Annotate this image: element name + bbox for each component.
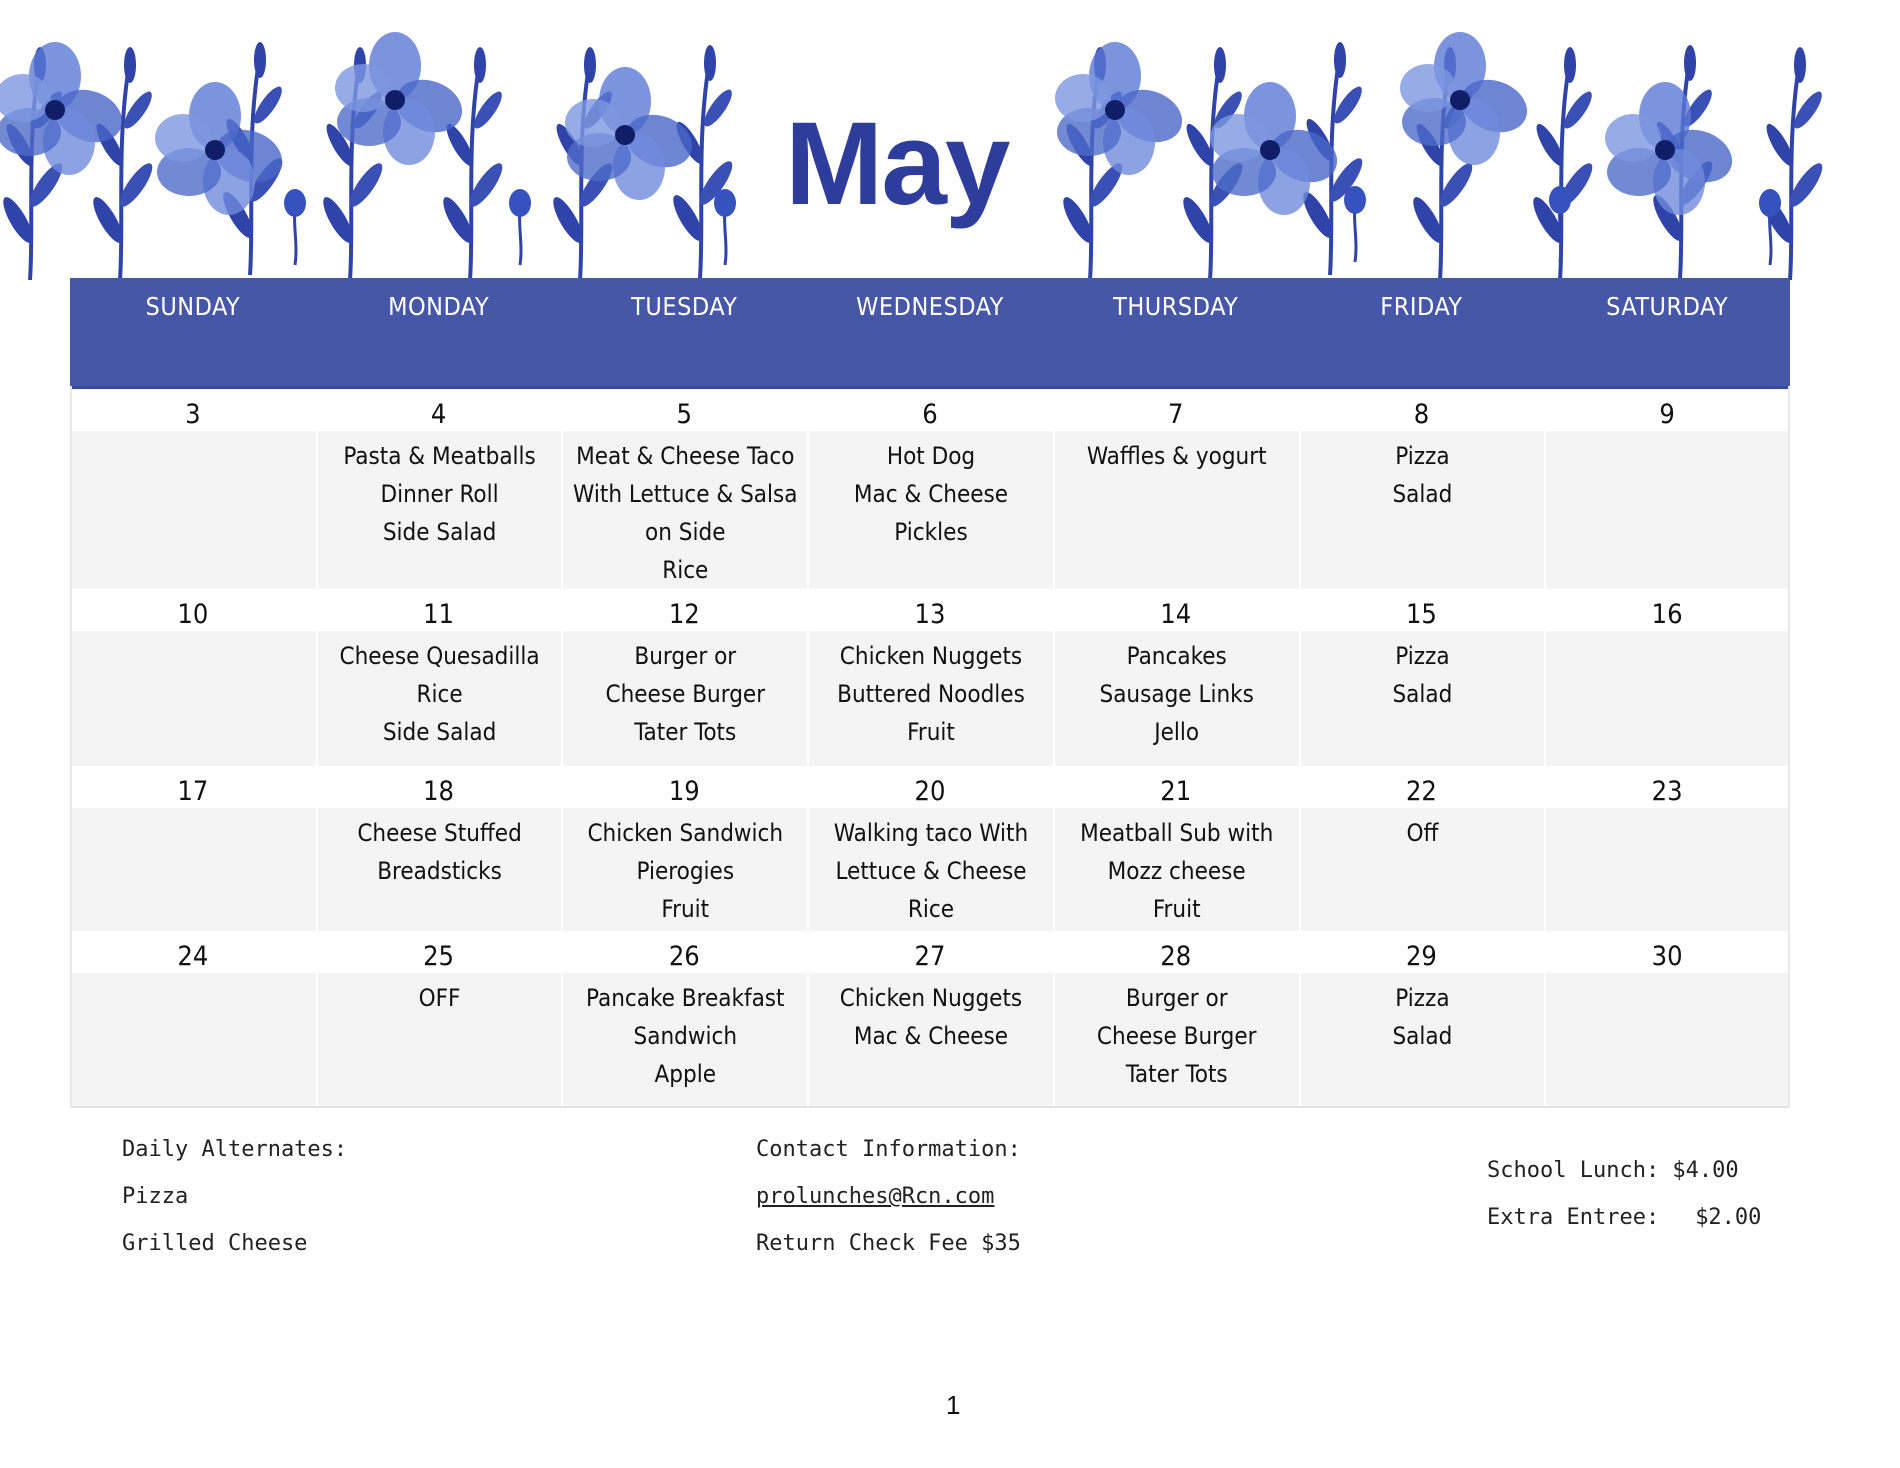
menu-list [316, 631, 562, 766]
contact-information [756, 1137, 1021, 1278]
day-cell [807, 589, 1053, 766]
date-number: 16 [1544, 589, 1790, 631]
menu-item: Off [1406, 819, 1439, 847]
day-cell [1053, 766, 1299, 931]
day-cell [561, 766, 807, 931]
menu-item: Lettuce & Cheese [835, 857, 1027, 885]
date-number: 14 [1053, 589, 1299, 631]
day-cell [1053, 589, 1299, 766]
menu-list [807, 431, 1053, 589]
menu-list [1299, 631, 1545, 766]
menu-list [1053, 808, 1299, 931]
return-check-fee: Return Check Fee $35 [756, 1231, 1021, 1256]
daily-alternates [122, 1137, 347, 1278]
day-header-sunday: SUNDAY [145, 292, 241, 321]
menu-item: Pasta & Meatballs [343, 442, 536, 470]
menu-list [561, 431, 807, 589]
day-cell [561, 931, 807, 1106]
date-number: 13 [807, 589, 1053, 631]
day-header-monday: MONDAY [388, 292, 490, 321]
date-number: 25 [316, 931, 562, 973]
menu-list [561, 973, 807, 1106]
date-number: 15 [1299, 589, 1545, 631]
date-number: 28 [1053, 931, 1299, 973]
menu-item: on Side [645, 518, 726, 546]
day-cell [1053, 389, 1299, 589]
menu-item: Burger or [1125, 984, 1228, 1012]
menu-item: Pancakes [1126, 642, 1227, 670]
day-cell [1299, 766, 1545, 931]
month-title: May [785, 98, 1009, 230]
week-row [70, 931, 1790, 1106]
menu-item: Sausage Links [1099, 680, 1254, 708]
date-number: 7 [1053, 389, 1299, 431]
day-cell [807, 931, 1053, 1106]
day-cell [70, 766, 316, 931]
date-number: 11 [316, 589, 562, 631]
date-number: 12 [561, 589, 807, 631]
menu-list [316, 431, 562, 589]
date-number: 5 [561, 389, 807, 431]
menu-item: Dinner Roll [380, 480, 499, 508]
menu-item: Fruit [1152, 895, 1201, 923]
menu-item: Rice [662, 556, 709, 584]
day-cell [1299, 931, 1545, 1106]
menu-item: Hot Dog [886, 442, 976, 470]
day-cell [70, 931, 316, 1106]
day-cell [1544, 389, 1790, 589]
date-number: 23 [1544, 766, 1790, 808]
day-header-wednesday: WEDNESDAY [856, 292, 1004, 321]
alternate-item: Grilled Cheese [122, 1231, 308, 1256]
menu-item: Cheese Burger [1096, 1022, 1257, 1050]
menu-item: Side Salad [382, 718, 497, 746]
menu-list [807, 631, 1053, 766]
menu-list [561, 808, 807, 931]
menu-list [316, 973, 562, 1106]
menu-item: Buttered Noodles [837, 680, 1025, 708]
menu-item: Fruit [907, 718, 955, 746]
alternates-heading: Daily Alternates: [122, 1137, 348, 1162]
menu-item: Sandwich [633, 1022, 738, 1050]
date-number: 18 [316, 766, 562, 808]
date-number: 27 [807, 931, 1053, 973]
week-row [70, 589, 1790, 766]
menu-list [1299, 431, 1545, 589]
menu-item: Meat & Cheese Taco [576, 442, 795, 470]
date-number: 30 [1544, 931, 1790, 973]
menu-item: Walking taco With [833, 819, 1029, 847]
menu-item: Pizza [1395, 984, 1450, 1012]
menu-item: Cheese Stuffed [357, 819, 522, 847]
contact-email-link[interactable]: prolunches@Rcn.com [756, 1184, 995, 1209]
day-header-thursday: THURSDAY [1113, 292, 1239, 321]
menu-list [1053, 631, 1299, 766]
menu-list [807, 808, 1053, 931]
menu-item: Meatball Sub with [1080, 819, 1274, 847]
menu-item: Pancake Breakfast [586, 984, 785, 1012]
menu-list [1053, 431, 1299, 589]
menu-list [316, 808, 562, 931]
menu-item: Mac & Cheese [853, 480, 1009, 508]
day-header-friday: FRIDAY [1380, 292, 1463, 321]
menu-item: Jello [1154, 718, 1200, 746]
menu-list [70, 631, 316, 766]
menu-item: Breadsticks [377, 857, 502, 885]
week-row [70, 766, 1790, 931]
day-cell [561, 589, 807, 766]
menu-list [1299, 808, 1545, 931]
menu-item: Apple [654, 1060, 717, 1088]
day-cell [1053, 931, 1299, 1106]
date-number: 10 [70, 589, 316, 631]
menu-item: Chicken Sandwich [587, 819, 784, 847]
menu-list [1544, 973, 1790, 1106]
week-row [70, 389, 1790, 589]
menu-item: Pizza [1395, 442, 1450, 470]
date-number: 22 [1299, 766, 1545, 808]
date-number: 4 [316, 389, 562, 431]
menu-list [1299, 973, 1545, 1106]
menu-item: Rice [416, 680, 463, 708]
menu-item: Pierogies [636, 857, 735, 885]
alternate-item: Pizza [122, 1184, 189, 1209]
menu-list [561, 631, 807, 766]
menu-item: Fruit [661, 895, 710, 923]
menu-list [70, 973, 316, 1106]
menu-item: Tater Tots [634, 718, 737, 746]
prices [1487, 1158, 1761, 1252]
menu-item: Tater Tots [1125, 1060, 1228, 1088]
date-number: 19 [561, 766, 807, 808]
lunch-calendar [70, 278, 1790, 1108]
date-number: 29 [1299, 931, 1545, 973]
menu-item: Burger or [634, 642, 737, 670]
page-number: 1 [946, 1390, 961, 1420]
menu-item: Mac & Cheese [853, 1022, 1009, 1050]
date-number: 6 [807, 389, 1053, 431]
menu-item: Rice [907, 895, 955, 923]
menu-item: Chicken Nuggets [839, 642, 1023, 670]
day-cell [70, 589, 316, 766]
day-header-saturday: SATURDAY [1606, 292, 1729, 321]
day-cell [70, 389, 316, 589]
contact-heading: Contact Information: [756, 1137, 1021, 1162]
day-cell [561, 389, 807, 589]
school-lunch-price: School Lunch: $4.00 [1487, 1158, 1739, 1183]
menu-item: Salad [1392, 480, 1453, 508]
menu-item: Salad [1392, 680, 1453, 708]
menu-list [1544, 808, 1790, 931]
day-cell [1544, 931, 1790, 1106]
menu-list [807, 973, 1053, 1106]
menu-item: OFF [418, 984, 461, 1012]
menu-item: Pizza [1395, 642, 1450, 670]
menu-item: Mozz cheese [1107, 857, 1246, 885]
date-number: 17 [70, 766, 316, 808]
menu-item: Waffles & yogurt [1086, 442, 1267, 470]
date-number: 9 [1544, 389, 1790, 431]
date-number: 20 [807, 766, 1053, 808]
day-cell [1544, 766, 1790, 931]
menu-list [1544, 631, 1790, 766]
day-cell [807, 389, 1053, 589]
extra-entree-price [1487, 1205, 1761, 1252]
day-cell [1299, 389, 1545, 589]
day-header-tuesday: TUESDAY [631, 292, 738, 321]
menu-item: Cheese Quesadilla [339, 642, 540, 670]
day-cell [1299, 589, 1545, 766]
menu-item: Chicken Nuggets [839, 984, 1023, 1012]
extra-entree-label: Extra Entree: [1487, 1205, 1660, 1230]
day-cell [1544, 589, 1790, 766]
menu-item: Cheese Burger [605, 680, 766, 708]
date-number: 26 [561, 931, 807, 973]
menu-list [1053, 973, 1299, 1106]
day-cell [316, 766, 562, 931]
day-cell [316, 931, 562, 1106]
menu-item: Pickles [894, 518, 968, 546]
menu-item: Salad [1392, 1022, 1453, 1050]
menu-item: Side Salad [382, 518, 497, 546]
day-cell [316, 389, 562, 589]
date-number: 24 [70, 931, 316, 973]
menu-list [70, 808, 316, 931]
day-header-bar [70, 278, 1790, 389]
day-cell [807, 766, 1053, 931]
menu-list [70, 431, 316, 589]
date-number: 21 [1053, 766, 1299, 808]
extra-entree-value: $2.00 [1695, 1205, 1762, 1230]
date-number: 3 [70, 389, 316, 431]
day-cell [316, 589, 562, 766]
menu-list [1544, 431, 1790, 589]
menu-item: With Lettuce & Salsa [573, 480, 798, 508]
date-number: 8 [1299, 389, 1545, 431]
